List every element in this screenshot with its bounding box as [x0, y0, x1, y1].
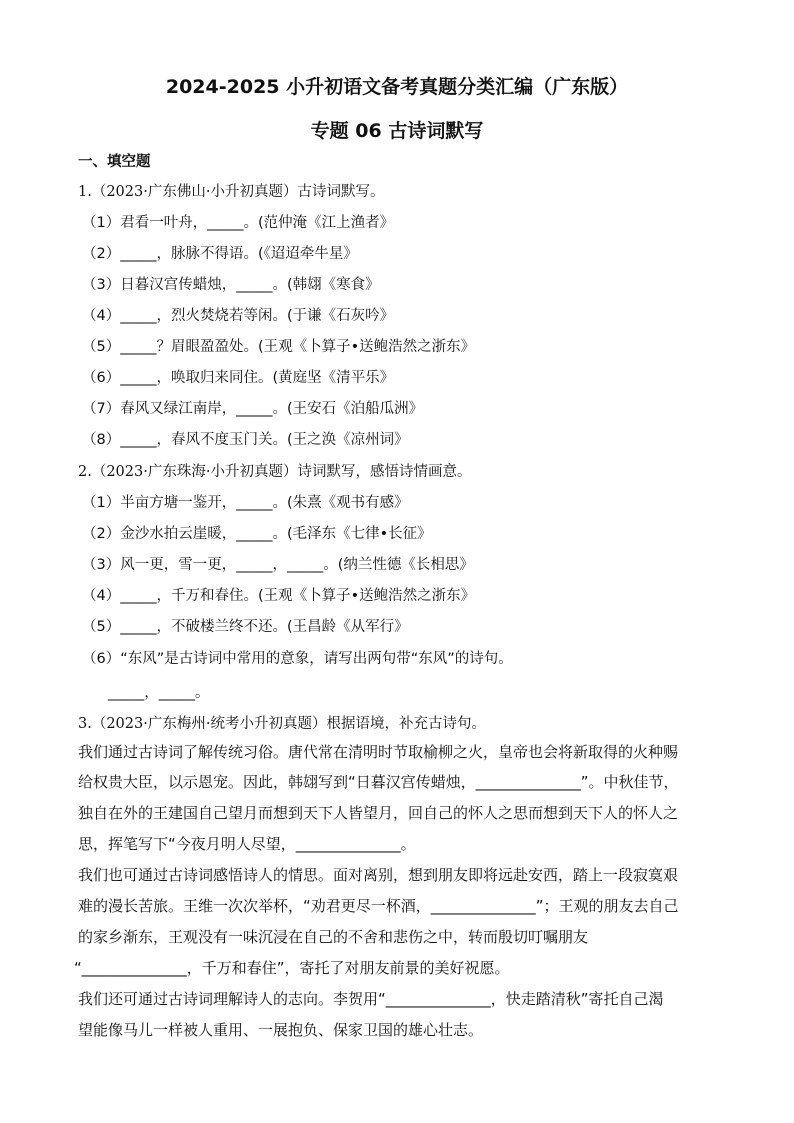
question-3-stem: 3.（2023·广东梅州·统考小升初真题）根据语境，补充古诗句。 [78, 716, 486, 732]
question-1-item: （5）_____？眉眼盈盈处。(王观《卜算子•送鲍浩然之浙东》 [82, 339, 476, 355]
question-3-paragraph-line: 我们还可通过古诗词理解诗人的志向。李贺用“______________，快走踏清秋”寄托自己渴 [78, 990, 664, 1008]
document-subtitle: 专题 06 古诗词默写 [310, 120, 484, 142]
question-2-item: （2）金沙水拍云崖暖，_____。(毛泽东《七律•长征》 [82, 526, 432, 542]
question-3-paragraph-line: 独自在外的王建国自己望月而想到天下人皆望月，回自己的怀人之思而想到天下人的怀人之 [78, 804, 679, 822]
question-3-paragraph-line: 的家乡渐东，王观没有一味沉浸在自己的不舍和悲伤之中，转而殷切叮嘱朋友 [78, 928, 589, 946]
answer-blank-line: _____，_____。 [108, 685, 210, 701]
question-3-paragraph-line: 望能像马儿一样被人重用、一展抱负、保家卫国的雄心壮志。 [78, 1021, 484, 1039]
question-3-paragraph-line: “______________，千万和春住”，寄托了对朋友前景的美好祝愿。 [74, 959, 510, 977]
question-1-item: （8）_____，春风不度玉门关。(王之涣《凉州词》 [82, 432, 409, 448]
section-heading: 一、填空题 [78, 154, 151, 170]
question-1-item: （3）日暮汉宫传蜡烛，_____。(韩翃《寒食》 [82, 277, 380, 293]
question-1-item: （7）春风又绿江南岸，_____。(王安石《泊船瓜洲》 [82, 401, 424, 417]
question-3-paragraph-line: 给权贵大臣，以示恩宠。因此，韩翃写到“日暮汉宫传蜡烛，______________”。中秋佳节， [78, 773, 679, 791]
question-2-stem: 2.（2023·广东珠海·小升初真题）诗词默写，感悟诗情画意。 [78, 464, 472, 480]
document-title: 2024-2025 小升初语文备考真题分类汇编（广东版） [165, 76, 629, 98]
question-1-item: （6）_____，唤取归来同住。(黄庭坚《清平乐》 [82, 370, 395, 386]
question-2-item: （4）_____，千万和春住。(王观《卜算子•送鲍浩然之浙东》 [82, 588, 476, 604]
question-3-paragraph-line: 难的漫长苦旅。王维一次次举杯，“劝君更尽一杯酒，______________”；王观的朋友去自己 [78, 897, 679, 915]
question-1-item: （2）_____，脉脉不得语。(《迢迢牵牛星》 [82, 246, 358, 262]
question-3-paragraph-line: 我们通过古诗词了解传统习俗。唐代常在清明时节取榆柳之火，皇帝也会将新取得的火种赐 [78, 743, 679, 761]
question-1-item: （4）_____，烈火焚烧若等闲。(于谦《石灰吟》 [82, 308, 395, 324]
question-2-item: （6）“东风”是古诗词中常用的意象，请写出两句带“东风”的诗句。 [82, 651, 513, 667]
question-1-item: （1）君看一叶舟，_____。(范仲淹《江上渔者》 [82, 215, 395, 231]
question-3-paragraph-line: 思，挥笔写下“今夜月明人尽望，______________。 [78, 835, 416, 853]
question-1-stem: 1.（2023·广东佛山·小升初真题）古诗词默写。 [78, 184, 385, 200]
question-2-item: （5）_____，不破楼兰终不还。(王昌龄《从军行》 [82, 619, 409, 635]
question-3-paragraph-line: 我们也可通过古诗词感悟诗人的情思。面对离别，想到朋友即将远赴安西，踏上一段寂寞艰 [78, 866, 679, 884]
question-2-item: （3）风一更，雪一更，_____，_____。(纳兰性德《长相思》 [82, 557, 474, 573]
question-2-item: （1）半亩方塘一鉴开，_____。(朱熹《观书有感》 [82, 495, 409, 511]
